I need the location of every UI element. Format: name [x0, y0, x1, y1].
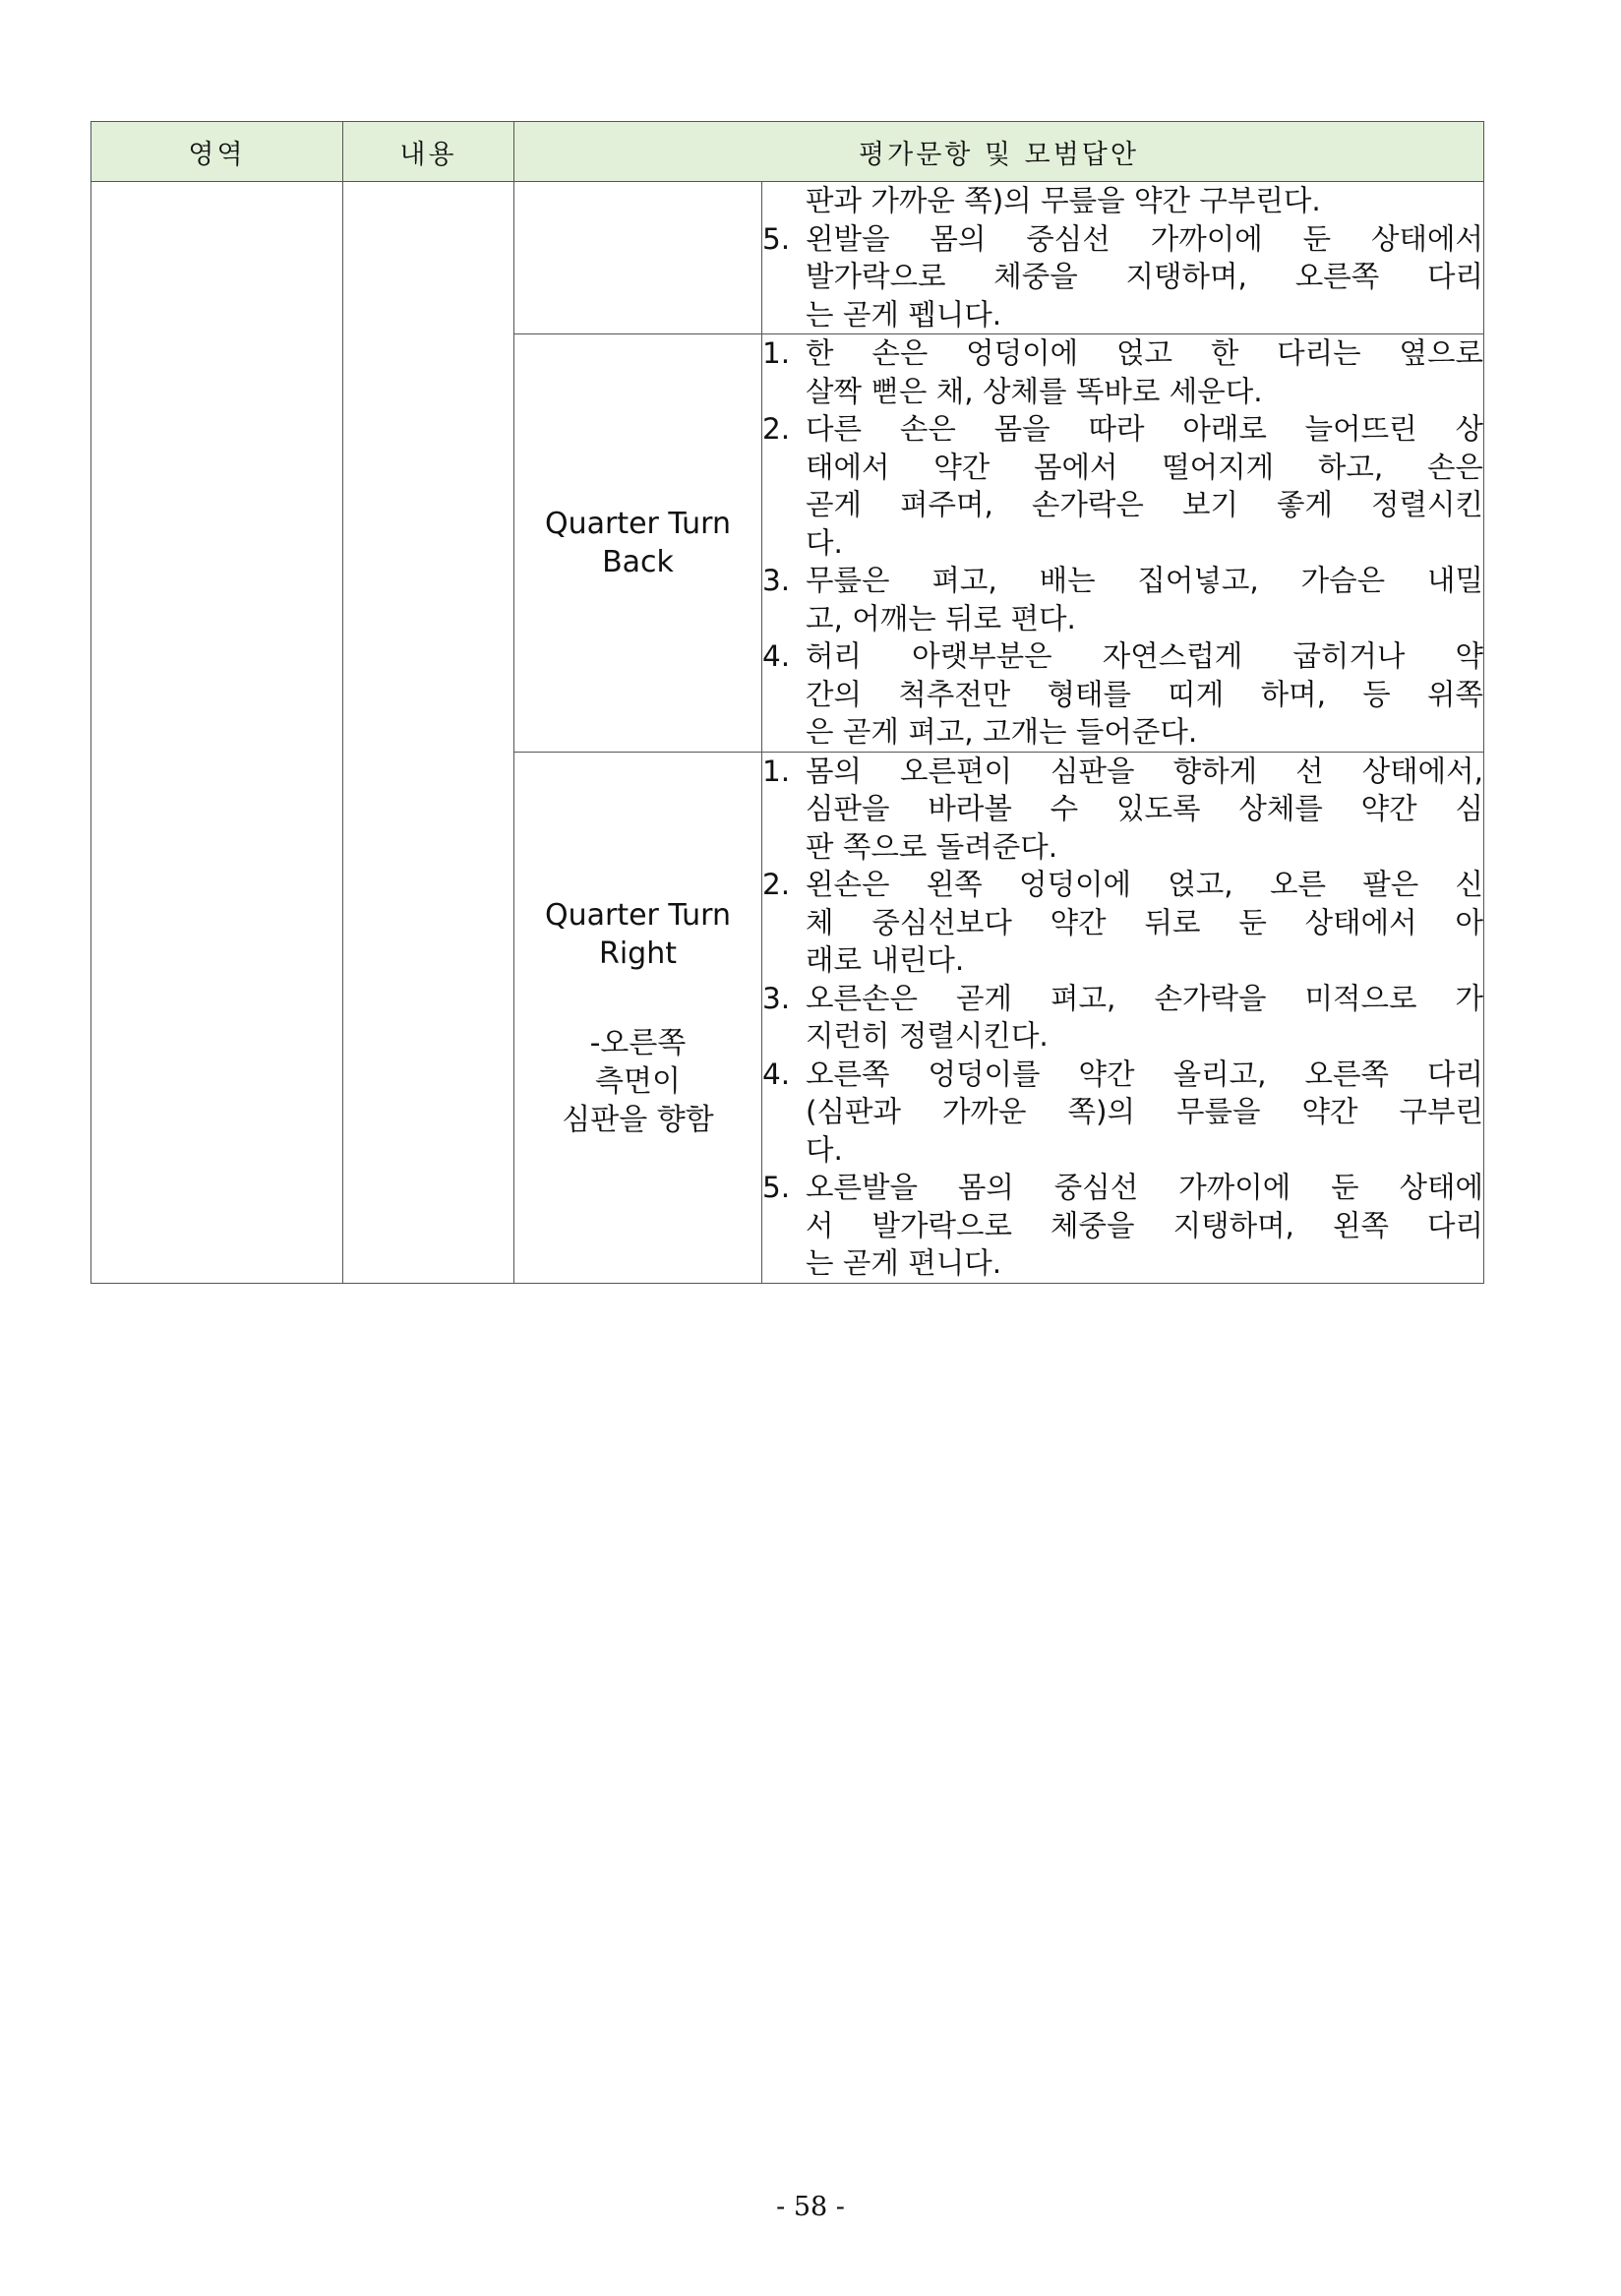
item-number: 3.: [762, 564, 791, 597]
item-text: 오른쪽 엉덩이를 약간 올리고, 오른쪽 다리: [806, 1057, 1483, 1091]
answer-line: [762, 562, 1483, 600]
content-cell: [343, 182, 514, 1284]
pose-name-line: Right: [599, 936, 677, 971]
answer-line: 곧게 펴주며, 손가락은 보기 좋게 정렬시킨: [806, 488, 1483, 521]
pose-name-cell: [514, 334, 762, 753]
answer-line: [762, 410, 1483, 449]
item-number: 2.: [762, 868, 791, 901]
item-number: 1.: [762, 754, 791, 788]
item-text: 몸의 오른편이 심판을 향하게 선 상태에서,: [806, 754, 1483, 788]
item-text: 한 손은 엉덩이에 얹고 한 다리는 옆으로: [806, 336, 1483, 370]
table-header-row: [91, 122, 1484, 182]
answer-line: [762, 866, 1483, 904]
pose-subnote-line: 측면이: [595, 1063, 681, 1099]
header-area: 영역: [91, 122, 343, 182]
item-text: 허리 아랫부분은 자연스럽게 굽히거나 약: [806, 639, 1483, 673]
item-text: 무릎은 펴고, 배는 집어넣고, 가슴은 내밀: [806, 564, 1483, 597]
answer-line: [762, 753, 1483, 791]
answer-line: [762, 334, 1483, 373]
item-number: 5.: [762, 1171, 791, 1204]
answer-cell: [762, 182, 1484, 334]
answer-line: 심판을 바라볼 수 있도록 상체를 약간 심: [806, 792, 1483, 825]
pose-name-cell: [514, 752, 762, 1283]
header-content: 내용: [343, 122, 514, 182]
answer-line: 살짝 뻗은 채, 상체를 똑바로 세운다.: [806, 374, 1263, 408]
answer-line: 지런히 정렬시킨다.: [806, 1019, 1049, 1053]
area-cell: [91, 182, 343, 1284]
answer-line: 체 중심선보다 약간 뒤로 둔 상태에서 아: [806, 905, 1483, 939]
answer-line: 간의 척추전만 형태를 띠게 하며, 등 위쪽: [806, 677, 1483, 711]
answer-line: 태에서 약간 몸에서 떨어지게 하고, 손은: [806, 450, 1483, 484]
answer-line: 판과 가까운 쪽)의 무릎을 약간 구부린다.: [806, 184, 1321, 217]
answer-line: [762, 1169, 1483, 1207]
evaluation-table: [90, 121, 1484, 1284]
answer-line: 발가락으로 체중을 지탱하며, 오른쪽 다리: [806, 260, 1483, 293]
answer-line: 다.: [806, 1132, 843, 1167]
answer-line: 는 곧게 펩니다.: [806, 297, 1002, 332]
answer-line: [762, 980, 1483, 1018]
item-text: 다른 손은 몸을 따라 아래로 늘어뜨린 상: [806, 412, 1483, 446]
pose-subnote-line: -오른쪽: [589, 1025, 687, 1060]
answer-line: 고, 어깨는 뒤로 편다.: [806, 601, 1076, 635]
table-row: [91, 182, 1484, 334]
answer-line: 서 발가락으로 체중을 지탱하며, 왼쪽 다리: [806, 1208, 1483, 1242]
item-number: 2.: [762, 412, 791, 446]
item-number: 1.: [762, 336, 791, 370]
answer-line: (심판과 가까운 쪽)의 무릎을 약간 구부린: [806, 1095, 1483, 1128]
item-number: 4.: [762, 639, 791, 673]
item-text: 오른발을 몸의 중심선 가까이에 둔 상태에: [806, 1171, 1483, 1204]
pose-name-line: Quarter Turn: [544, 506, 732, 541]
pose-subnote-line: 심판을 향함: [562, 1102, 714, 1137]
header-questions-answers: 평가문항 및 모범답안: [514, 122, 1484, 182]
answer-line: [762, 1056, 1483, 1094]
answer-line: 는 곧게 편니다.: [806, 1246, 1002, 1280]
item-number: 3.: [762, 981, 791, 1015]
item-number: 4.: [762, 1057, 791, 1091]
page-number: - 58 -: [776, 2192, 845, 2222]
answer-cell: [762, 752, 1484, 1283]
item-text: 왼발을 몸의 중심선 가까이에 둔 상태에서: [806, 221, 1483, 256]
item-number: 5.: [762, 221, 791, 256]
answer-line: 다.: [806, 525, 843, 560]
answer-line: 래로 내린다.: [806, 943, 965, 977]
answer-line: [762, 637, 1483, 676]
answer-line: 은 곧게 펴고, 고개는 들어준다.: [806, 715, 1198, 749]
pose-name-cell: [514, 182, 762, 334]
answer-cell: [762, 334, 1484, 753]
answer-line: 판 쪽으로 돌려준다.: [806, 829, 1058, 864]
pose-name-line: Quarter Turn: [544, 897, 732, 933]
item-text: 왼손은 왼쪽 엉덩이에 얹고, 오른 팔은 신: [806, 868, 1483, 901]
answer-line: [762, 220, 1483, 259]
pose-name-line: Back: [602, 544, 674, 579]
item-text: 오른손은 곧게 펴고, 손가락을 미적으로 가: [806, 981, 1483, 1015]
